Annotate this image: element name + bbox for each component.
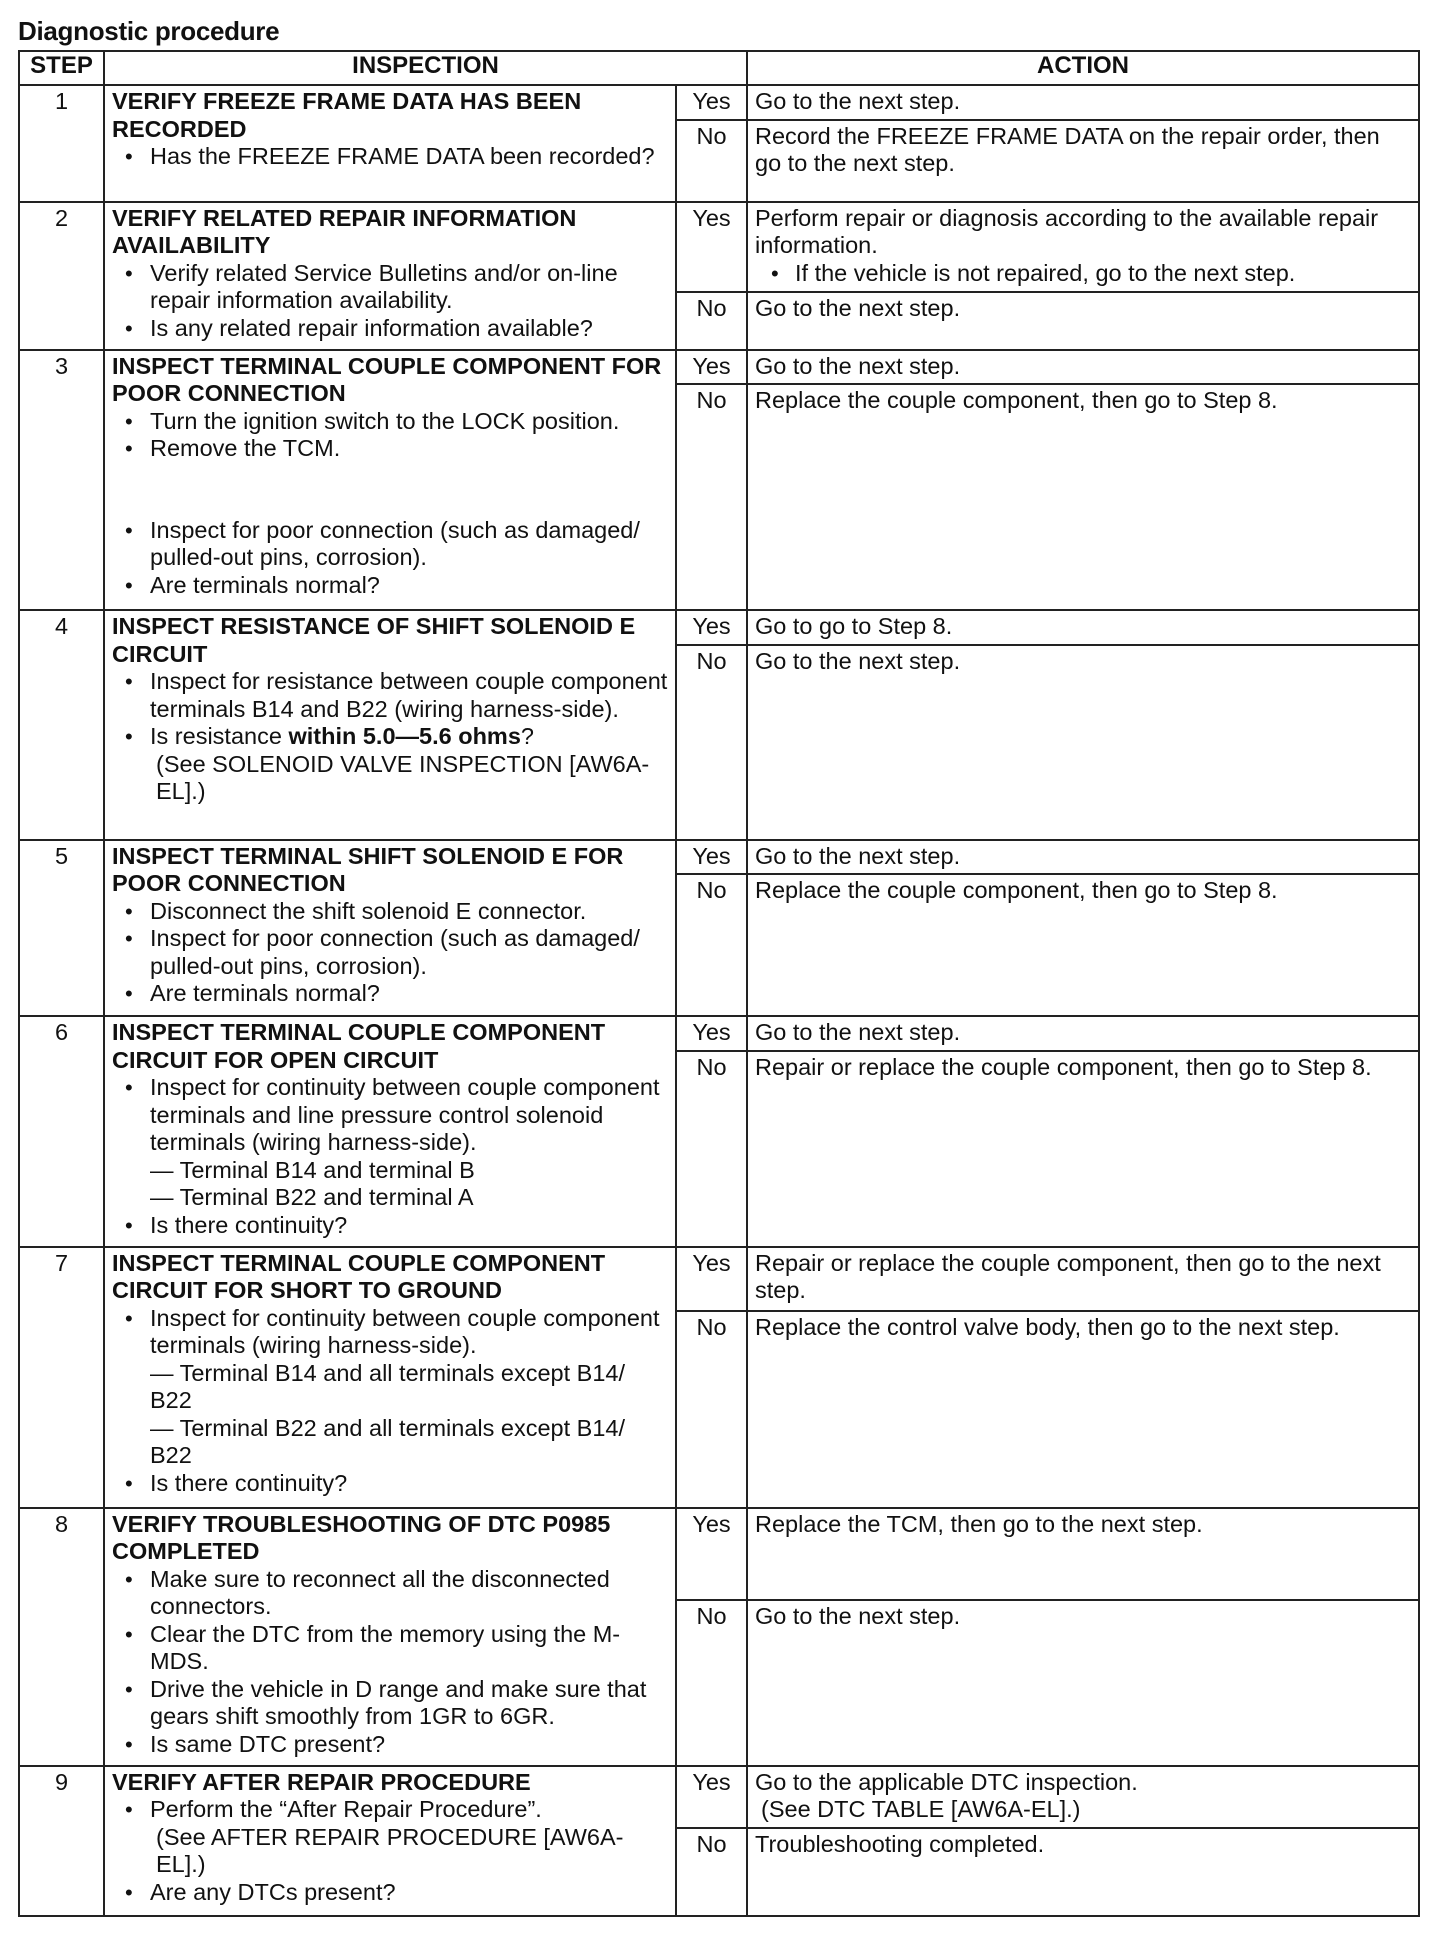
table-row bbox=[19, 202, 1419, 292]
inspection-bullet bbox=[150, 1796, 668, 1879]
inspection-bullet: • Inspect for resistance between couple component terminals B14 and B22 (wiring harness-side). bbox=[150, 668, 668, 723]
resistance-spec: within 5.0—5.6 ohms bbox=[288, 723, 521, 749]
yes-label: Yes bbox=[676, 1766, 747, 1828]
yes-action-cell bbox=[747, 1766, 1419, 1828]
inspection-bullet-text: • Perform the “After Repair Procedure”. bbox=[150, 1796, 542, 1822]
inspection-bullet: • Inspect for poor connection (such as damaged/ pulled-out pins, corrosion). bbox=[150, 517, 668, 572]
yes-label: Yes bbox=[676, 202, 747, 292]
yes-action-cell bbox=[747, 202, 1419, 292]
inspection-bullet: • Turn the ignition switch to the LOCK position. bbox=[150, 408, 668, 436]
inspection-bullet: • Is same DTC present? bbox=[150, 1731, 668, 1759]
inspection-bullet: • Is there continuity? bbox=[150, 1470, 668, 1498]
inspection-bullet: • Disconnect the shift solenoid E connector. bbox=[150, 898, 668, 926]
yes-action: Go to the applicable DTC inspection. bbox=[755, 1768, 1138, 1795]
no-label: No bbox=[676, 384, 747, 610]
yes-action: Go to the next step. bbox=[747, 350, 1419, 385]
step-number: 1 bbox=[19, 85, 104, 202]
terminal-pair: — Terminal B14 and terminal B bbox=[150, 1156, 475, 1183]
yes-action: Perform repair or diagnosis according to the available repair information. bbox=[755, 204, 1379, 258]
yes-action: Replace the TCM, then go to the next step. bbox=[747, 1508, 1419, 1600]
step-number: 8 bbox=[19, 1508, 104, 1766]
inspection-bullet: • Clear the DTC from the memory using the M-MDS. bbox=[150, 1621, 668, 1676]
inspection-title: VERIFY TROUBLESHOOTING OF DTC P0985 COMPLETED bbox=[112, 1510, 611, 1564]
figure-space bbox=[112, 463, 668, 517]
step-number: 9 bbox=[19, 1766, 104, 1916]
yes-action-note: • If the vehicle is not repaired, go to the next step. bbox=[795, 260, 1411, 288]
yes-label: Yes bbox=[676, 85, 747, 120]
inspection-cell bbox=[104, 1016, 676, 1247]
inspection-bullet: • Are terminals normal? bbox=[150, 572, 668, 600]
table-row bbox=[19, 1508, 1419, 1600]
inspection-cell bbox=[104, 1508, 676, 1766]
inspection-title: INSPECT TERMINAL COUPLE COMPONENT FOR POOR CONNECTION bbox=[112, 352, 662, 406]
reference-note: (See SOLENOID VALVE INSPECTION [AW6A-EL].) bbox=[156, 750, 650, 804]
yes-label: Yes bbox=[676, 610, 747, 645]
step-number: 6 bbox=[19, 1016, 104, 1247]
table-row bbox=[19, 840, 1419, 875]
inspection-bullet bbox=[150, 723, 668, 806]
step-number: 7 bbox=[19, 1247, 104, 1508]
yes-label: Yes bbox=[676, 1508, 747, 1600]
yes-label: Yes bbox=[676, 1016, 747, 1051]
terminal-pair: — Terminal B14 and all terminals except B14/ B22 bbox=[150, 1359, 626, 1413]
inspection-title: INSPECT RESISTANCE OF SHIFT SOLENOID E CIRCUIT bbox=[112, 613, 636, 667]
inspection-cell bbox=[104, 350, 676, 611]
step-number: 3 bbox=[19, 350, 104, 611]
step-number: 4 bbox=[19, 610, 104, 840]
inspection-cell bbox=[104, 1766, 676, 1916]
yes-action: Go to the next step. bbox=[747, 1016, 1419, 1051]
yes-label: Yes bbox=[676, 1247, 747, 1311]
inspection-bullet: • Is any related repair information available? bbox=[150, 315, 668, 343]
no-action: Repair or replace the couple component, then go to Step 8. bbox=[747, 1051, 1419, 1247]
header-action: ACTION bbox=[747, 51, 1419, 85]
inspection-title: VERIFY AFTER REPAIR PROCEDURE bbox=[112, 1768, 531, 1795]
no-label: No bbox=[676, 1828, 747, 1916]
inspection-bullet-text: • Inspect for continuity between couple component terminals (wiring harness-side). bbox=[150, 1304, 660, 1358]
inspection-bullet bbox=[150, 1305, 668, 1470]
table-header-row bbox=[19, 51, 1419, 85]
no-label: No bbox=[676, 120, 747, 202]
no-label: No bbox=[676, 1600, 747, 1766]
inspection-bullet: • Is there continuity? bbox=[150, 1212, 668, 1240]
header-inspection: INSPECTION bbox=[104, 51, 747, 85]
table-row bbox=[19, 1016, 1419, 1051]
inspection-title: VERIFY RELATED REPAIR INFORMATION AVAILABILITY bbox=[112, 204, 577, 258]
inspection-cell bbox=[104, 840, 676, 1017]
inspection-title: VERIFY FREEZE FRAME DATA HAS BEEN RECORDED bbox=[112, 88, 582, 142]
inspection-bullet: • Inspect for poor connection (such as damaged/ pulled-out pins, corrosion). bbox=[150, 925, 668, 980]
diagnostic-procedure-table bbox=[18, 50, 1420, 1917]
inspection-cell bbox=[104, 610, 676, 840]
no-label: No bbox=[676, 1311, 747, 1508]
no-action: Replace the couple component, then go to Step 8. bbox=[747, 384, 1419, 610]
table-row bbox=[19, 350, 1419, 385]
table-row bbox=[19, 1247, 1419, 1311]
table-row bbox=[19, 85, 1419, 120]
no-action: Replace the control valve body, then go to the next step. bbox=[747, 1311, 1419, 1508]
inspection-cell bbox=[104, 1247, 676, 1508]
no-action: Replace the couple component, then go to Step 8. bbox=[747, 874, 1419, 1016]
no-label: No bbox=[676, 292, 747, 350]
inspection-bullet: • Are terminals normal? bbox=[150, 980, 668, 1008]
header-step: STEP bbox=[19, 51, 104, 85]
resistance-question-end: ? bbox=[520, 723, 534, 749]
terminal-pair: — Terminal B22 and all terminals except B14/ B22 bbox=[150, 1414, 626, 1468]
inspection-cell bbox=[104, 85, 676, 202]
yes-action: Go to the next step. bbox=[747, 840, 1419, 875]
inspection-bullet bbox=[150, 1074, 668, 1212]
inspection-bullet: • Drive the vehicle in D range and make sure that gears shift smoothly from 1GR to 6GR. bbox=[150, 1676, 668, 1731]
reference-note: (See DTC TABLE [AW6A-EL].) bbox=[761, 1796, 1081, 1822]
no-label: No bbox=[676, 1051, 747, 1247]
resistance-question: Is resistance bbox=[150, 723, 289, 749]
no-label: No bbox=[676, 645, 747, 840]
yes-action: Go to go to Step 8. bbox=[747, 610, 1419, 645]
inspection-title: INSPECT TERMINAL SHIFT SOLENOID E FOR POOR CONNECTION bbox=[112, 842, 624, 896]
no-action: Go to the next step. bbox=[747, 1600, 1419, 1766]
yes-label: Yes bbox=[676, 350, 747, 385]
yes-action: Go to the next step. bbox=[747, 85, 1419, 120]
table-row bbox=[19, 1766, 1419, 1828]
inspection-title: INSPECT TERMINAL COUPLE COMPONENT CIRCUIT FOR OPEN CIRCUIT bbox=[112, 1019, 606, 1073]
yes-label: Yes bbox=[676, 840, 747, 875]
inspection-cell bbox=[104, 202, 676, 350]
no-action: Record the FREEZE FRAME DATA on the repair order, then go to the next step. bbox=[747, 120, 1419, 202]
inspection-title: INSPECT TERMINAL COUPLE COMPONENT CIRCUIT FOR SHORT TO GROUND bbox=[112, 1249, 606, 1303]
inspection-bullet: • Are any DTCs present? bbox=[150, 1879, 668, 1907]
inspection-bullet-text: • Inspect for continuity between couple component terminals and line pressure control solenoid terminals (wiring harness-side). bbox=[150, 1074, 660, 1155]
table-row bbox=[19, 610, 1419, 645]
yes-action: Repair or replace the couple component, then go to the next step. bbox=[747, 1247, 1419, 1311]
no-action: Troubleshooting completed. bbox=[747, 1828, 1419, 1916]
no-action: Go to the next step. bbox=[747, 292, 1419, 350]
step-number: 5 bbox=[19, 840, 104, 1017]
reference-note: (See AFTER REPAIR PROCEDURE [AW6A-EL].) bbox=[156, 1823, 624, 1877]
inspection-bullet: • Verify related Service Bulletins and/or on-line repair information availability. bbox=[150, 260, 668, 315]
inspection-bullet: • Make sure to reconnect all the disconnected connectors. bbox=[150, 1566, 668, 1621]
inspection-bullet: • Remove the TCM. bbox=[150, 435, 668, 463]
page-title: Diagnostic procedure bbox=[18, 16, 280, 46]
no-label: No bbox=[676, 874, 747, 1016]
no-action: Go to the next step. bbox=[747, 645, 1419, 840]
inspection-bullet: • Has the FREEZE FRAME DATA been recorded? bbox=[150, 143, 668, 171]
terminal-pair: — Terminal B22 and terminal A bbox=[150, 1184, 474, 1210]
step-number: 2 bbox=[19, 202, 104, 350]
